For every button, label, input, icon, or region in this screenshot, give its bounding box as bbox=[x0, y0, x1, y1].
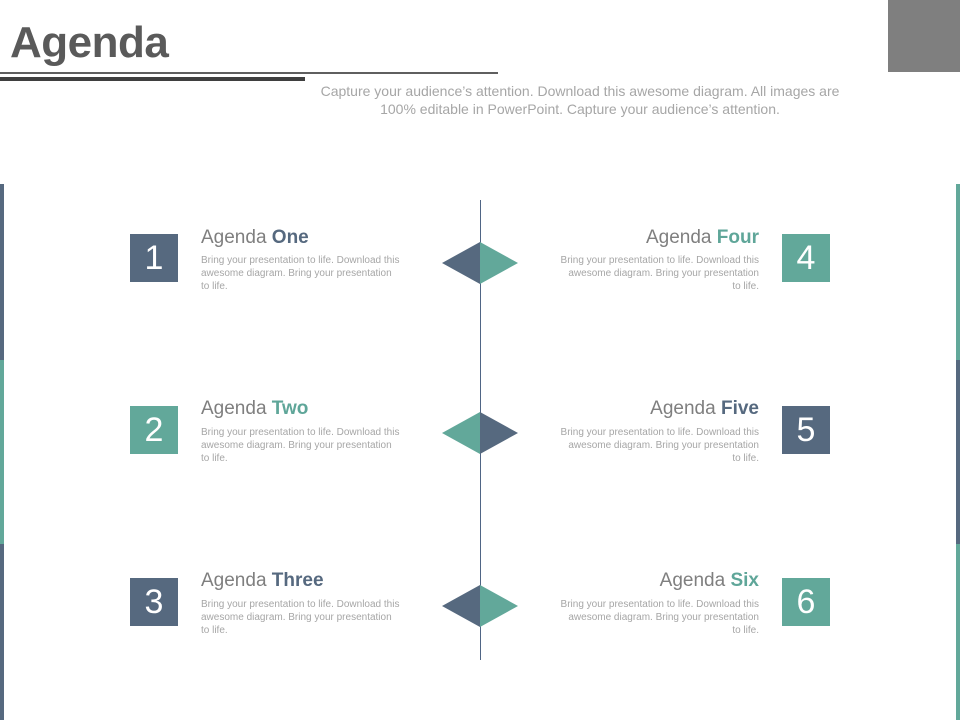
agenda-heading-2: Agenda Two bbox=[201, 398, 309, 419]
agenda-number-2: 2 bbox=[130, 406, 178, 454]
agenda-heading-1: Agenda One bbox=[201, 227, 309, 248]
agenda-text-3: Bring your presentation to life. Download this awesome diagram. Bring your presentation to life. bbox=[201, 599, 400, 636]
agenda-text-4: Bring your presentation to life. Download this awesome diagram. Bring your presentation to life. bbox=[560, 255, 759, 292]
right-edge-bar-3 bbox=[956, 544, 960, 720]
agenda-text-1: Bring your presentation to life. Download this awesome diagram. Bring your presentation to life. bbox=[201, 255, 400, 292]
agenda-text-6: Bring your presentation to life. Download this awesome diagram. Bring your presentation to life. bbox=[560, 599, 759, 636]
agenda-text-2: Bring your presentation to life. Download this awesome diagram. Bring your presentation to life. bbox=[201, 427, 400, 464]
agenda-heading-3: Agenda Three bbox=[201, 570, 324, 591]
agenda-number-3: 3 bbox=[130, 578, 178, 626]
subtitle-text: Capture your audience’s attention. Download this awesome diagram. All images are 100% editable in PowerPoint. Capture your audience’s attention. bbox=[320, 83, 840, 117]
diamond-marker-1 bbox=[442, 240, 520, 286]
agenda-number-1: 1 bbox=[130, 234, 178, 282]
page-title: Agenda bbox=[10, 18, 169, 67]
agenda-number-5: 5 bbox=[782, 406, 830, 454]
left-edge-bar-1 bbox=[0, 184, 4, 360]
title-underline-thin bbox=[0, 72, 498, 74]
diamond-marker-2 bbox=[442, 410, 520, 456]
right-edge-bar-2 bbox=[956, 360, 960, 544]
diamond-marker-3 bbox=[442, 583, 520, 629]
agenda-heading-5: Agenda Five bbox=[650, 398, 759, 419]
agenda-heading-6: Agenda Six bbox=[659, 570, 759, 591]
agenda-heading-4: Agenda Four bbox=[645, 227, 759, 248]
title-underline-thick bbox=[0, 77, 305, 81]
agenda-number-6: 6 bbox=[782, 578, 830, 626]
right-edge-bar-1 bbox=[956, 184, 960, 360]
left-edge-bar-2 bbox=[0, 360, 4, 544]
left-edge-bar-3 bbox=[0, 544, 4, 720]
corner-block bbox=[888, 0, 960, 72]
agenda-text-5: Bring your presentation to life. Download this awesome diagram. Bring your presentation to life. bbox=[560, 427, 759, 464]
agenda-number-4: 4 bbox=[782, 234, 830, 282]
